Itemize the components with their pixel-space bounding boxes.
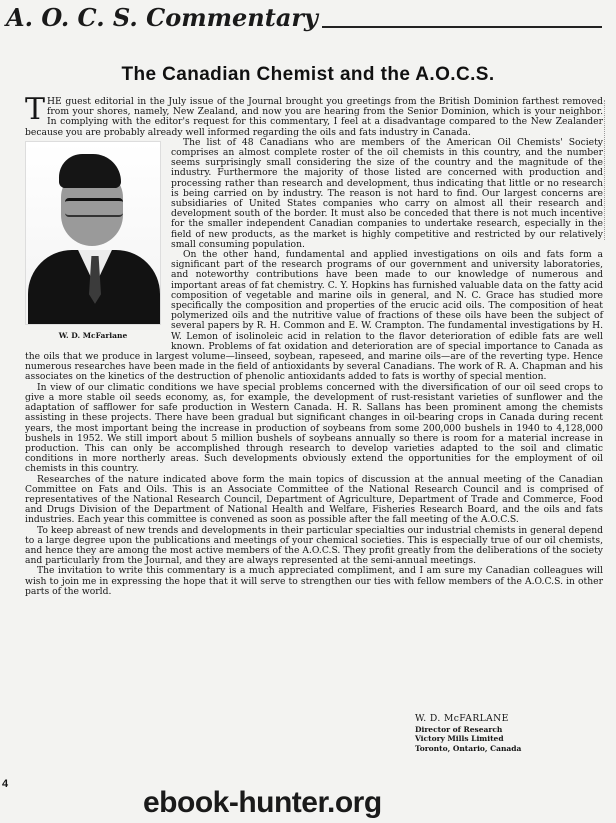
drop-cap: T — [25, 92, 46, 127]
author-photo — [25, 141, 161, 325]
paragraph-intro-text: HE guest editorial in the July issue of the Journal brought you greetings from the British Dominion farthest removed from your shores, namely, New Zealand, and now you are hearing from the Senior Dominion, which is your neighbor. In complying with the editor's request for this commentary, I feel at a disadvantage compared to the New Zealander because you are probably already well informed regarding the oils and fats industry in Canada. — [25, 96, 603, 138]
signature-location: Toronto, Ontario, Canada — [415, 743, 522, 753]
paragraph-research: On the other hand, fundamental and applied investigations on oils and fats form a significant part of the research programs of our government and university laboratories, and noteworthy contributions have been made to our knowledge of numerous and important areas of fat chemistry. C. Y. Hopkins has furnished valuable data on the fatty acid composition of vegetable and marine oils in general, and N. C. Grace has studied more specifically the composition and properties of the erucic acid oils. The composition of heat polymerized oils and the nutritive value of fractions of these oils have been the subject of several papers by R. H. Common and E. W. Crampton. The fundamental investigations by H. W. Lemon of isolinoleic acid in relation to the flavor deterioration of edible fats are well known. Problems of fat oxidation and deterioration are of special importance to Canada as the oils that we produce in largest volume—linseed, soybean, rapeseed, and marine oils—are of the reverting type. Hence numerous researches have been made in the field of antioxidants by several Canadians. The work of R. A. Chapman and his associates on the kinetics of the destruction of phenolic antioxidants added to fats is worthy of special mention. — [25, 249, 603, 383]
paragraph-trends: To keep abreast of new trends and developments in their particular specialties our industrial chemists in general depend to a large degree upon the publications and meetings of your chemical societies. This is especially true of our oil chemists, and hence they are among the most active members of the A.O.C.S. They profit greatly from the deliberations of the society and particularly from the Journal, and they are always represented at the semi-annual meetings. — [25, 524, 603, 567]
article-title: The Canadian Chemist and the A.O.C.S. — [121, 64, 495, 85]
paragraph-invitation: The invitation to write this commentary is a much appreciated compliment, and I am sure my Canadian colleagues will wish to join me in expressing the hope that it will serve to strengthen our ties with fellow members of the A.O.C.S. in other parts of the world. — [25, 565, 603, 597]
photo-caption: W. D. McFarlane — [58, 330, 128, 340]
header-rule — [322, 26, 602, 28]
watermark: ebook-hunter.org — [143, 786, 382, 819]
article-body — [25, 92, 603, 597]
paragraph-committee: Researches of the nature indicated above form the main topics of discussion at the annual meeting of the Canadian Committee on Fats and Oils. This is an Associate Committee of the National Research Council and is comprised of representatives of the National Research Council, Department of Agriculture, Department of Trade and Commerce, Food and Drugs Division of the Department of National Health and Welfare, Fisheries Research Board, and the oils and fats industries. Each year this committee is convened as soon as possible after the fall meeting of the A.O.C.S. — [25, 473, 603, 526]
edge-mark — [604, 100, 611, 240]
signature-block — [415, 714, 521, 753]
signature-name: W. D. McFARLANE — [415, 713, 509, 724]
signature-title: Director of Research — [415, 725, 503, 735]
paragraph-climate: In view of our climatic conditions we have special problems concerned with the diversification of our oil seed crops to give a more stable oil seeds economy, as, for example, the development of rust-resistant varieties of sunflower and the adaptation of safflower for safe production in Western Canada. H. R. Sallans has been prominent among the chemists assisting in these projects. There have been gradual but significant changes in oil-bearing crops in Canada during recent years, the most important being the increase in production of soybeans from some 200,000 bushels in 1940 to 4,128,000 bushels in 1952. We still import about 5 million bushels of soybeans annually so there is room for a material increase in production. This can only be accomplished through research to develop varieties adapted to the soil and climatic conditions in more northerly areas. Such developments obviously extend the opportunities for the employment of oil chemists in this country. — [25, 381, 603, 475]
author-photo-block — [25, 141, 161, 341]
signature-company: Victory Mills Limited — [415, 734, 504, 744]
header-title: A. O. C. S. Commentary — [6, 3, 318, 32]
paragraph-members: The list of 48 Canadians who are members of the American Oil Chemists' Society comprises an almost complete roster of the oil chemists in this country, and the number seems surprisingly small considering the size of the country and the magnitude of the industry. Furthermore the majority of those listed are concerned with production and processing rather than research and development, thus indicating that little or no research is being carried on by industry. The reason is not hard to find. Our largest concerns are subsidiaries of United States companies who carry on almost all their research and development south of the border. It must also be conceded that there is not much incentive for the smaller independent Canadian companies to undertake research, especially in the field of new products, as the market is highly competitive and restricted by our relatively small consuming population. — [171, 136, 603, 250]
paragraph-intro — [25, 92, 603, 138]
page-number: 4 — [2, 778, 9, 790]
